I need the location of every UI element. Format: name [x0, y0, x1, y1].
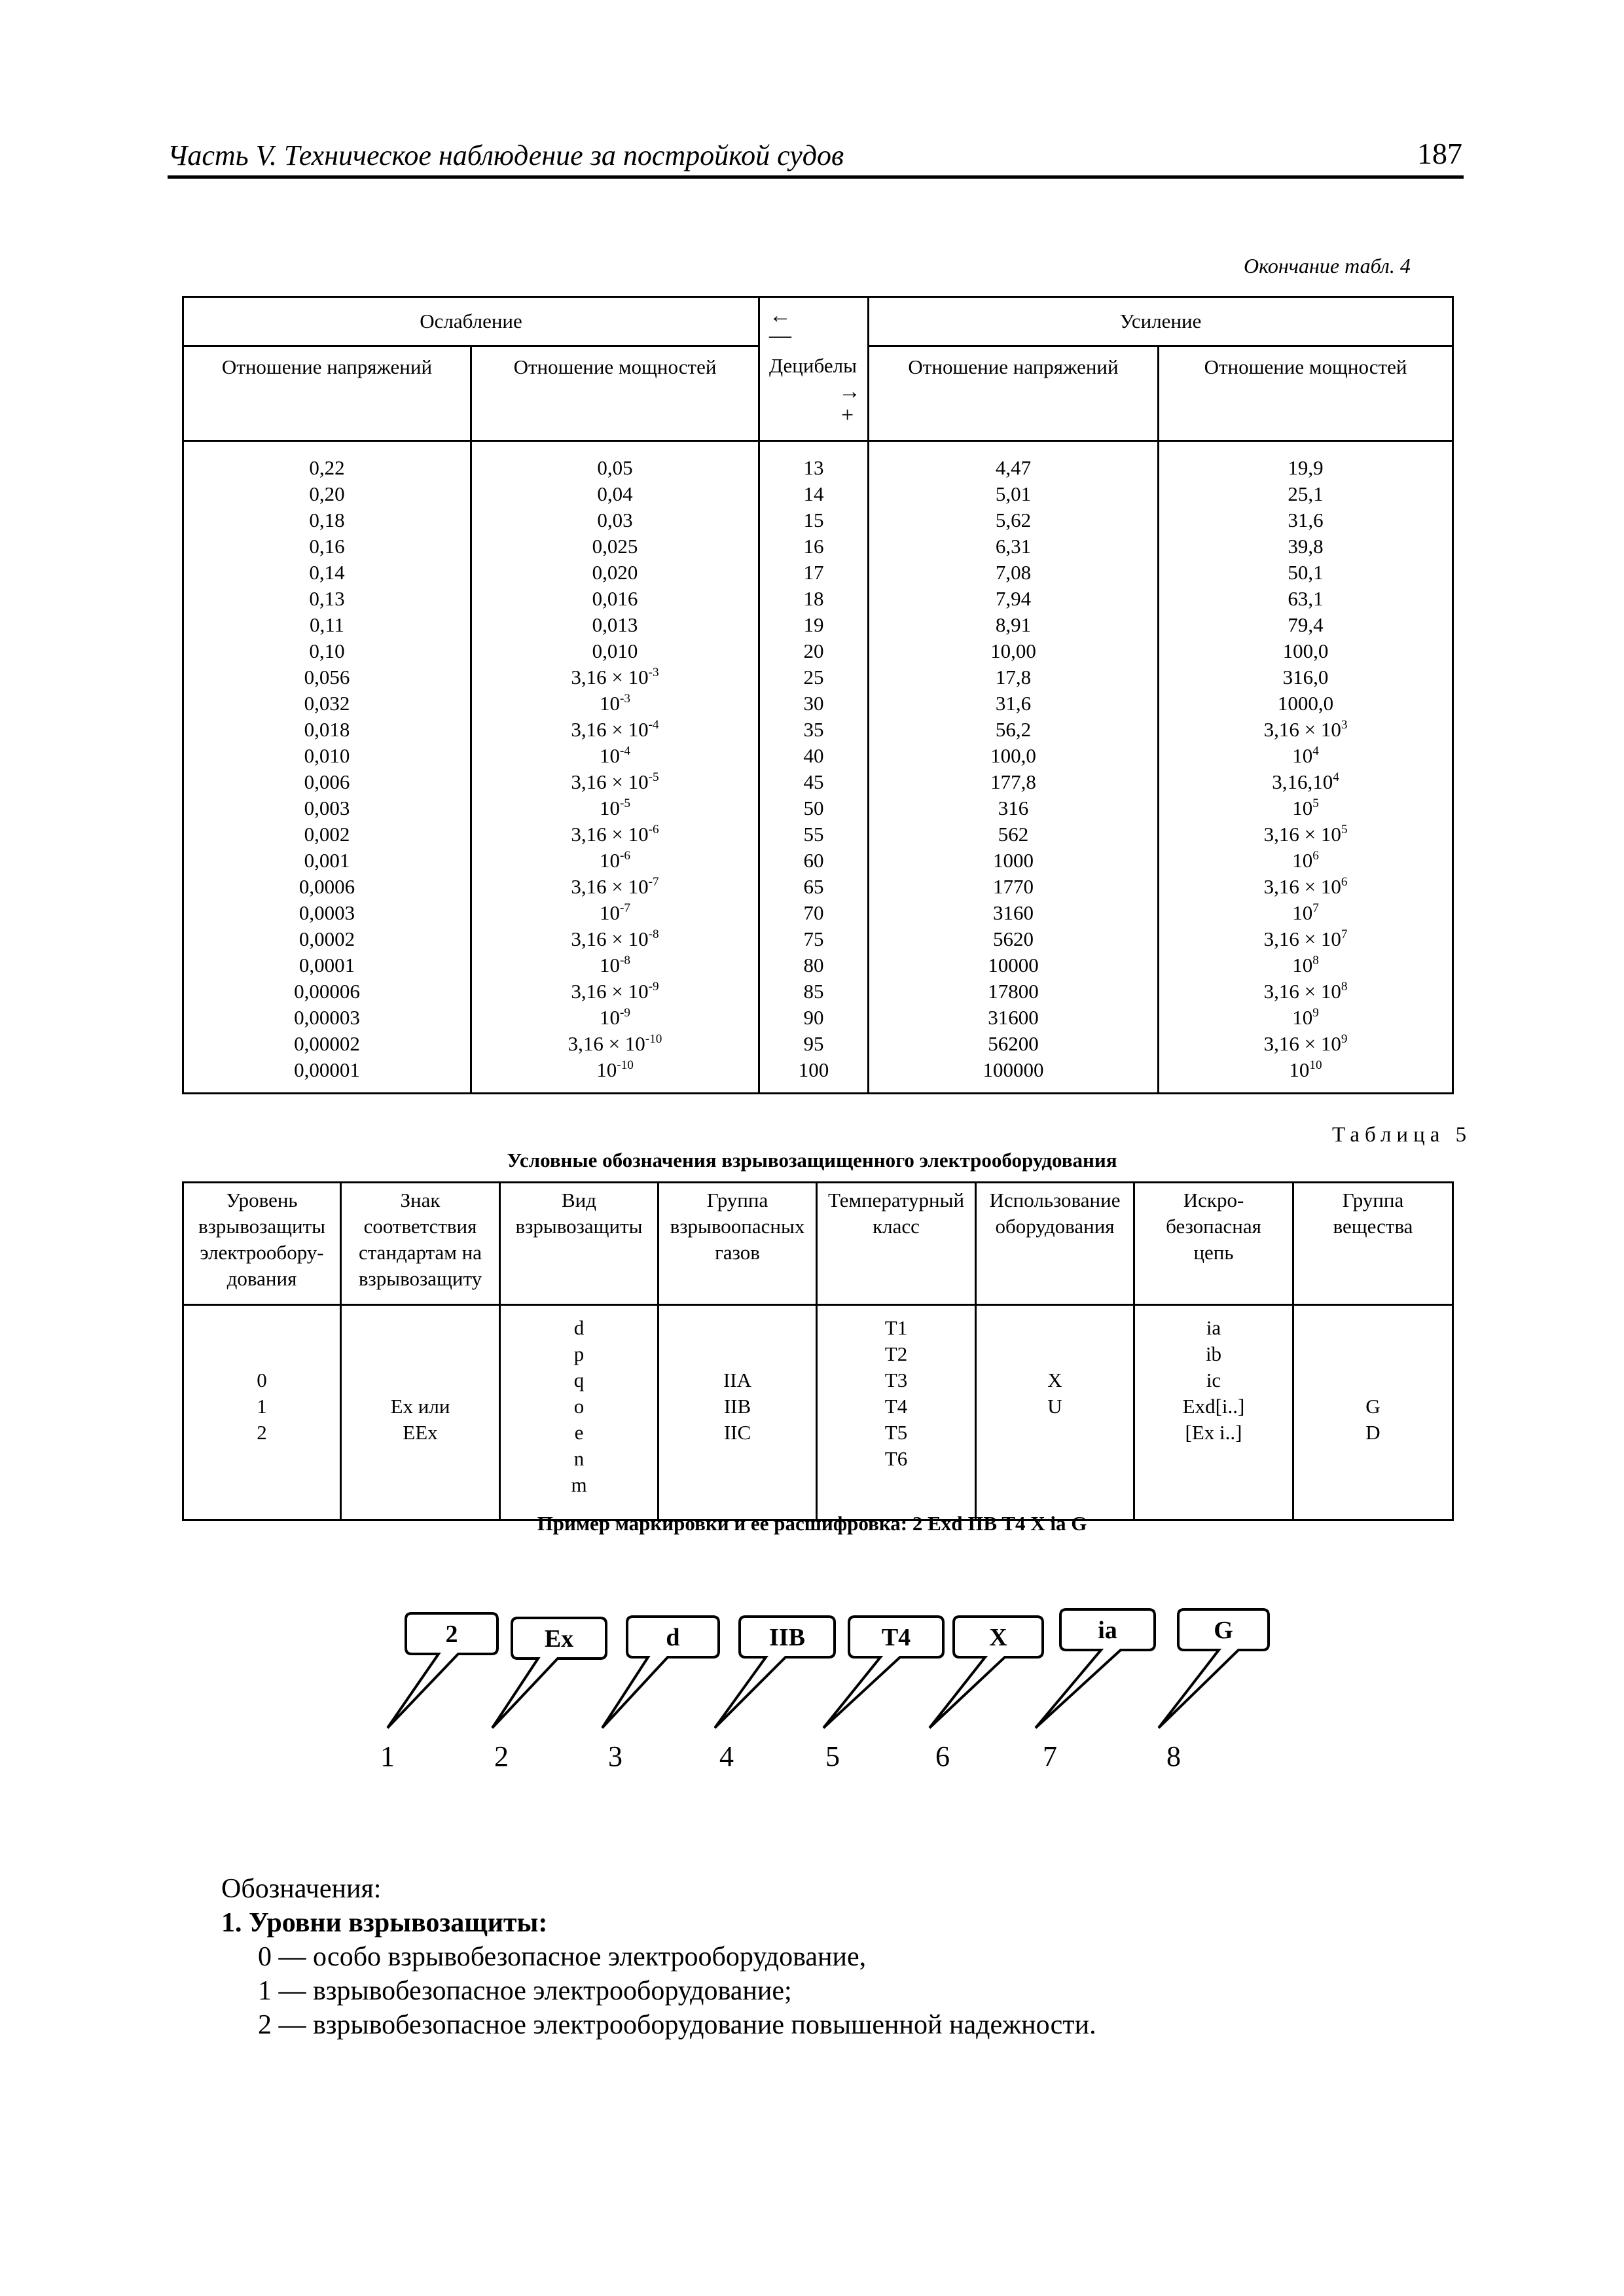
- marking-part-label: Ex: [544, 1625, 574, 1653]
- notes-item: 0 — особо взрывобезопасное электрооборудование,: [258, 1942, 867, 1972]
- table-cell-value: o: [573, 1395, 585, 1418]
- table-cell: 100,0: [1282, 639, 1329, 662]
- table-cell: 3,16,10$^4$: [1272, 770, 1339, 793]
- table-cell-value: X: [1047, 1369, 1062, 1391]
- table-cell: 0,0003: [298, 901, 355, 924]
- table-cell: 63,1: [1288, 587, 1324, 610]
- table-cell: 1770: [993, 875, 1034, 898]
- gain-voltage-header: Отношение напряжений: [869, 346, 1159, 441]
- table-cell-value: n: [573, 1447, 585, 1470]
- running-title: Часть V. Техническое наблюдение за постройкой судов: [168, 139, 844, 171]
- table-cell: 0,032: [304, 692, 350, 715]
- table-cell: 177,8: [990, 770, 1036, 793]
- header-line: Вид: [561, 1189, 597, 1211]
- table-cell: 50,1: [1288, 561, 1324, 584]
- table5-title: Условные обозначения взрывозащищенного электрооборудования: [507, 1149, 1117, 1172]
- table-cell: 39,8: [1288, 535, 1324, 558]
- plus-sign: +: [841, 403, 854, 427]
- table-cell-value: Ex или: [390, 1395, 450, 1418]
- table5-label: Таблица 5: [1332, 1123, 1472, 1147]
- table-cell: 17800: [988, 980, 1039, 1003]
- table-cell-value: D: [1365, 1421, 1380, 1444]
- table-cell: 0,016: [592, 587, 638, 610]
- table-cell: 316,0: [1282, 666, 1329, 689]
- table-cell-value: p: [573, 1342, 585, 1365]
- table-cell-value: T4: [884, 1395, 908, 1418]
- header-line: взрывоопасных: [670, 1215, 805, 1238]
- table-cell: $10^{-8}$: [600, 954, 630, 977]
- table-cell: 562: [998, 823, 1029, 846]
- table-cell: 100: [798, 1058, 829, 1081]
- table-cell-value: T1: [884, 1316, 908, 1339]
- table-cell: 18: [803, 587, 824, 610]
- table-cell: $3,16 \times 10^{-3}$: [571, 666, 659, 689]
- marking-part-number: 4: [719, 1740, 734, 1772]
- table-cell: 0,13: [309, 587, 345, 610]
- table-cell: $3,16 \times 10^{-9}$: [571, 980, 659, 1003]
- header-line: Группа: [1342, 1189, 1404, 1211]
- table-cell: 79,4: [1288, 613, 1324, 636]
- table-cell: 5,62: [995, 509, 1032, 531]
- table-cell-value: ia: [1206, 1316, 1221, 1339]
- table-cell: 0,11: [309, 613, 345, 636]
- header-line: Уровень: [226, 1189, 298, 1211]
- header-line: взрывозащиты: [515, 1215, 643, 1238]
- table-cell: 0,0006: [298, 875, 355, 898]
- header-line: Использование: [989, 1189, 1121, 1211]
- marking-part-label: G: [1214, 1617, 1233, 1644]
- marking-part-label: d: [666, 1624, 680, 1651]
- marking-bubble: [929, 1617, 1043, 1728]
- table-cell-value: 2: [257, 1421, 267, 1444]
- table-cell: 0,20: [309, 482, 345, 505]
- table-cell-value: ib: [1205, 1342, 1222, 1365]
- table-cell: $10^{-7}$: [600, 901, 630, 924]
- table-cell: 7,08: [995, 561, 1032, 584]
- table-cell-value: U: [1047, 1395, 1062, 1418]
- arrow-left-icon: ←: [769, 304, 792, 328]
- table-cell: $10^9$: [1292, 1006, 1319, 1029]
- table-cell: 5,01: [995, 482, 1032, 505]
- table-cell-value: T6: [884, 1447, 908, 1470]
- marking-part-label: T4: [881, 1624, 911, 1651]
- table-cell-value: 1: [257, 1395, 267, 1418]
- table-cell: $3,16 \times 10^5$: [1263, 823, 1348, 846]
- table-cell: 13: [803, 456, 824, 479]
- table-cell: $10^{10}$: [1289, 1058, 1322, 1081]
- marking-part-number: 5: [825, 1740, 840, 1772]
- table-cell: 0,22: [309, 456, 345, 479]
- table-cell: 0,14: [309, 561, 345, 584]
- table-cell: 0,020: [592, 561, 638, 584]
- table-cell: 14: [803, 482, 824, 505]
- table-cell: 85: [803, 980, 824, 1003]
- table-cell: 16: [803, 535, 824, 558]
- marking-part-number: 8: [1166, 1740, 1181, 1772]
- table-cell: 100,0: [990, 744, 1036, 767]
- table-cell: 10000: [988, 954, 1039, 977]
- marking-part-number: 1: [380, 1740, 395, 1772]
- table-cell: 55: [803, 823, 824, 846]
- table-cell: 17: [803, 561, 824, 584]
- marking-part-label: IIB: [769, 1624, 805, 1651]
- table-cell-value: Exd[i..]: [1182, 1395, 1245, 1418]
- header-line: Температурный: [827, 1189, 965, 1211]
- table-cell: 95: [803, 1032, 824, 1055]
- notes-block: [221, 1872, 1096, 2042]
- table-cell: $3,16 \times 10^{-8}$: [571, 927, 659, 950]
- arrow-right-icon: →: [839, 380, 861, 404]
- notes-item: 2 — взрывобезопасное электрооборудование повышенной надежности.: [258, 2010, 1096, 2040]
- table-cell: 0,00002: [294, 1032, 360, 1055]
- table-cell-value: d: [573, 1316, 585, 1339]
- header-line: газов: [715, 1241, 760, 1264]
- table-cell: 0,16: [309, 535, 345, 558]
- table-cell: $10^{-3}$: [600, 692, 630, 715]
- marking-bubble: [1036, 1609, 1155, 1728]
- marking-part-label: X: [989, 1624, 1007, 1651]
- table-cell-value: IIA: [723, 1369, 752, 1391]
- table-cell: $10^4$: [1292, 744, 1319, 767]
- table-cell: $3,16 \times 10^{-6}$: [571, 823, 659, 846]
- table-cell-value: T3: [884, 1369, 908, 1391]
- table-cell: $3,16 \times 10^3$: [1263, 718, 1348, 741]
- notes-heading: Обозначения:: [221, 1874, 382, 1904]
- notes-section-title: 1. Уровни взрывозащиты:: [221, 1908, 548, 1938]
- table-cell-value: G: [1365, 1395, 1380, 1418]
- table-cell: 65: [803, 875, 824, 898]
- table-cell: 70: [803, 901, 824, 924]
- table-cell: $10^5$: [1292, 797, 1319, 819]
- table-cell: 4,47: [995, 456, 1032, 479]
- table-cell: 0,010: [304, 744, 350, 767]
- notes-item: 1 — взрывобезопасное электрооборудование;: [258, 1976, 792, 2006]
- table-cell: $3,16 \times 10^6$: [1263, 875, 1348, 898]
- header-line: соответствия: [363, 1215, 477, 1238]
- table-cell: 1000,0: [1277, 692, 1334, 715]
- table-cell: 6,31: [995, 535, 1032, 558]
- table-cell: 0,002: [304, 823, 350, 846]
- table-cell: 35: [803, 718, 824, 741]
- table-cell-value: 0: [257, 1369, 267, 1391]
- table-cell: 0,0002: [298, 927, 355, 950]
- header-line: Искро-: [1183, 1189, 1244, 1211]
- table-cell: $3,16 \times 10^8$: [1263, 980, 1348, 1003]
- header-line: взрывозащиты: [198, 1215, 325, 1238]
- table-cell: 0,00001: [294, 1058, 360, 1081]
- table-cell: 31,6: [995, 692, 1032, 715]
- table-cell: $10^{-5}$: [600, 797, 630, 819]
- table-cell: 56,2: [995, 718, 1032, 741]
- table-cell: 0,013: [592, 613, 638, 636]
- table-cell: 10,00: [990, 639, 1036, 662]
- table-cell: 316: [998, 797, 1029, 819]
- header-line: дования: [226, 1267, 297, 1290]
- table-cell: 0,00006: [294, 980, 360, 1003]
- table-cell: 25: [803, 666, 824, 689]
- decibels-header: Децибелы: [769, 354, 857, 377]
- table-cell: 0,05: [597, 456, 633, 479]
- table-cell: 17,8: [995, 666, 1032, 689]
- marking-part-number: 3: [608, 1740, 623, 1772]
- atten-power-header: Отношение мощностей: [471, 346, 759, 441]
- table-cell: 75: [803, 927, 824, 950]
- marking-part-number: 6: [935, 1740, 950, 1772]
- table-cell: 0,18: [309, 509, 345, 531]
- table-cell-value: IIC: [723, 1421, 751, 1444]
- table-cell: $3,16 \times 10^7$: [1263, 927, 1348, 950]
- header-line: оборудования: [995, 1215, 1115, 1238]
- table-cell: 0,018: [304, 718, 350, 741]
- header-line: вещества: [1333, 1215, 1413, 1238]
- table-cell: 20: [803, 639, 824, 662]
- table-cell: 0,0001: [298, 954, 355, 977]
- table-cell: 5620: [993, 927, 1034, 950]
- table-cell-value: m: [571, 1473, 587, 1496]
- header-line: класс: [873, 1215, 920, 1238]
- table-cell: 60: [803, 849, 824, 872]
- table-cell: 0,006: [304, 770, 350, 793]
- table-cell: $3,16 \times 10^{-5}$: [571, 770, 659, 793]
- page-number: 187: [1417, 137, 1462, 170]
- table-cell: 0,00003: [294, 1006, 360, 1029]
- table-cell: $10^{-9}$: [600, 1006, 630, 1029]
- table-cell: 0,001: [304, 849, 350, 872]
- header-line: стандартам на: [358, 1241, 482, 1264]
- marking-example-title: Пример маркировки и ее расшифровка: 2 Exd IIB T4 X ia G: [537, 1512, 1087, 1535]
- table-cell-value: EEx: [403, 1421, 438, 1444]
- table-cell: $10^{-4}$: [600, 744, 630, 767]
- table-cell: 0,04: [597, 482, 633, 505]
- table-cell: 8,91: [995, 613, 1032, 636]
- table-cell-value: [Ex i..]: [1185, 1421, 1242, 1444]
- table-cell-value: T5: [884, 1421, 908, 1444]
- table-cell: 25,1: [1288, 482, 1324, 505]
- gain-group-header: Усиление: [869, 297, 1453, 346]
- table-cell: 31,6: [1288, 509, 1324, 531]
- table-cell: 19: [803, 613, 824, 636]
- header-line: электрообору-: [200, 1241, 324, 1264]
- minus-sign: —: [769, 323, 792, 348]
- marking-bubble: [388, 1613, 497, 1728]
- table-cell: 80: [803, 954, 824, 977]
- header-line: взрывозащиту: [358, 1267, 482, 1290]
- header-line: Знак: [400, 1189, 441, 1211]
- table-cell: $10^8$: [1292, 954, 1319, 977]
- marking-part-label: ia: [1098, 1617, 1117, 1644]
- table-cell: 31600: [988, 1006, 1039, 1029]
- table-cell: $10^{-10}$: [596, 1058, 634, 1081]
- table-cell: 0,03: [597, 509, 633, 531]
- header-line: Группа: [706, 1189, 768, 1211]
- table-cell: $3,16 \times 10^9$: [1263, 1032, 1348, 1055]
- table-cell: $3,16 \times 10^{-4}$: [571, 718, 659, 741]
- table-cell-value: ic: [1206, 1369, 1221, 1391]
- table-cell: 0,10: [309, 639, 345, 662]
- atten-voltage-header: Отношение напряжений: [183, 346, 471, 441]
- table-cell-value: IIB: [723, 1395, 751, 1418]
- table-cell: $3,16 \times 10^{-10}$: [568, 1032, 662, 1055]
- table-cell: 30: [803, 692, 824, 715]
- marking-part-label: 2: [445, 1621, 458, 1648]
- attenuation-group-header: Ослабление: [183, 297, 759, 346]
- table-cell: 40: [803, 744, 824, 767]
- marking-part-number: 2: [494, 1740, 509, 1772]
- table-cell-value: T2: [884, 1342, 908, 1365]
- table-cell: 3160: [993, 901, 1034, 924]
- table-cell: 15: [803, 509, 824, 531]
- table-cell: 0,003: [304, 797, 350, 819]
- table-cell: 50: [803, 797, 824, 819]
- table-cell: 56200: [988, 1032, 1039, 1055]
- table-cell: $10^6$: [1292, 849, 1319, 872]
- header-line: безопасная: [1166, 1215, 1261, 1238]
- table-cell: 7,94: [995, 587, 1032, 610]
- table4-continuation-label: Окончание табл. 4: [1244, 254, 1411, 278]
- table-cell-value: e: [574, 1421, 584, 1444]
- table-cell: $3,16 \times 10^{-7}$: [571, 875, 659, 898]
- marking-bubble: [602, 1617, 719, 1728]
- table-cell: 0,010: [592, 639, 638, 662]
- marking-part-number: 7: [1043, 1740, 1057, 1772]
- table-cell: $10^{-6}$: [600, 849, 630, 872]
- table-cell: 1000: [993, 849, 1034, 872]
- gain-power-header: Отношение мощностей: [1159, 346, 1453, 441]
- table-cell: 0,025: [592, 535, 638, 558]
- table-cell: 100000: [983, 1058, 1044, 1081]
- table-cell: 45: [803, 770, 824, 793]
- table-cell: 90: [803, 1006, 824, 1029]
- table-cell: 0,056: [304, 666, 350, 689]
- table-cell-value: q: [573, 1369, 585, 1391]
- header-line: цепь: [1193, 1241, 1234, 1264]
- table-cell: 19,9: [1288, 456, 1324, 479]
- table-cell: $10^7$: [1292, 901, 1319, 924]
